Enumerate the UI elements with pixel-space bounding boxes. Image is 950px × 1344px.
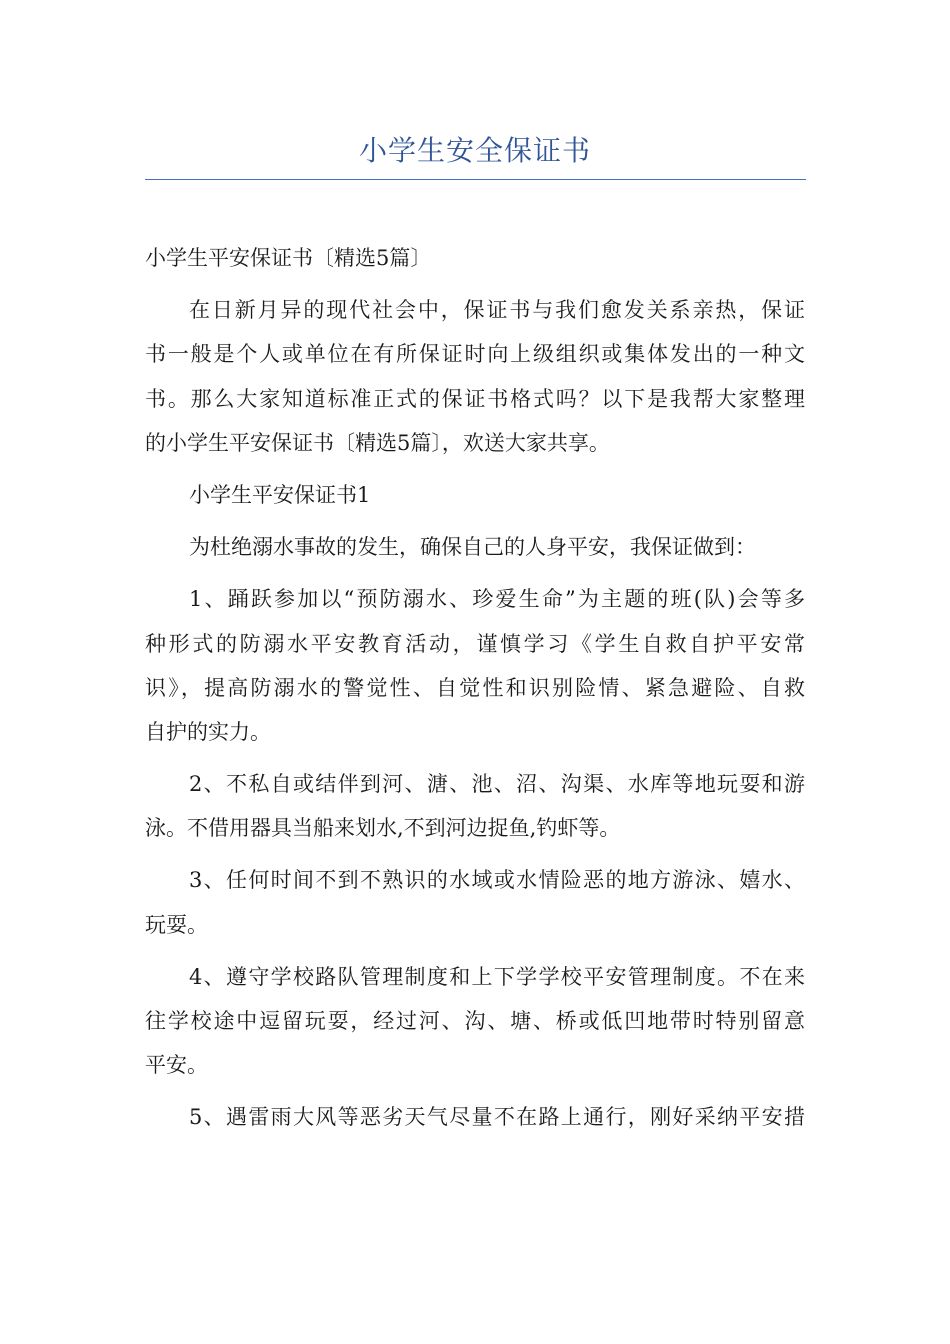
- intro-line: 书。那么大家知道标准正式的保证书格式吗？以下是我帮大家整理: [145, 386, 805, 411]
- pledge-item-1-line: 种形式的防溺水平安教育活动，谨慎学习《学生自救自护平安常: [145, 631, 805, 656]
- intro-line: 在日新月异的现代社会中，保证书与我们愈发关系亲热，保证: [189, 298, 805, 323]
- section-heading: 小学生平安保证书1: [189, 482, 371, 507]
- pledge-item-1-line: 自护的实力。: [145, 719, 271, 744]
- pledge-item-4-line: 4、遵守学校路队管理制度和上下学学校平安管理制度。不在来: [189, 964, 805, 989]
- pledge-item-1-line: 识》，提高防溺水的警觉性、自觉性和识别险情、紧急避险、自救: [145, 675, 805, 700]
- pledge-item-2-line: 2、不私自或结伴到河、溏、池、沼、沟渠、水库等地玩耍和游: [189, 772, 805, 797]
- page-title: 小学生安全保证书: [358, 134, 591, 167]
- document-body: [145, 236, 805, 1140]
- document-subtitle: 小学生平安保证书〔精选5篇〕: [145, 246, 432, 270]
- pledge-intro: 为杜绝溺水事故的发生，确保自己的人身平安，我保证做到：: [189, 535, 756, 560]
- intro-line: 书一般是个人或单位在有所保证时向上级组织或集体发出的一种文: [145, 342, 805, 367]
- pledge-item-1-line: 1、踊跃参加以“预防溺水、珍爱生命”为主题的班(队)会等多: [189, 587, 805, 612]
- pledge-item-5-line: 5、遇雷雨大风等恶劣天气尽量不在路上通行，刚好采纳平安措: [189, 1105, 805, 1130]
- title-underline: [145, 179, 806, 180]
- pledge-item-3-line: 3、任何时间不到不熟识的水域或水情险恶的地方游泳、嬉水、: [189, 868, 805, 893]
- pledge-item-4-line: 平安。: [145, 1053, 208, 1078]
- pledge-item-3-line: 玩耍。: [145, 912, 208, 937]
- pledge-item-2-line: 泳。不借用器具当船来划水,不到河边捉鱼,钓虾等。: [145, 816, 621, 841]
- intro-line: 的小学生平安保证书〔精选5篇〕，欢送大家共享。: [145, 430, 610, 455]
- pledge-item-4-line: 往学校途中逗留玩耍，经过河、沟、塘、桥或低凹地带时特别留意: [145, 1009, 805, 1033]
